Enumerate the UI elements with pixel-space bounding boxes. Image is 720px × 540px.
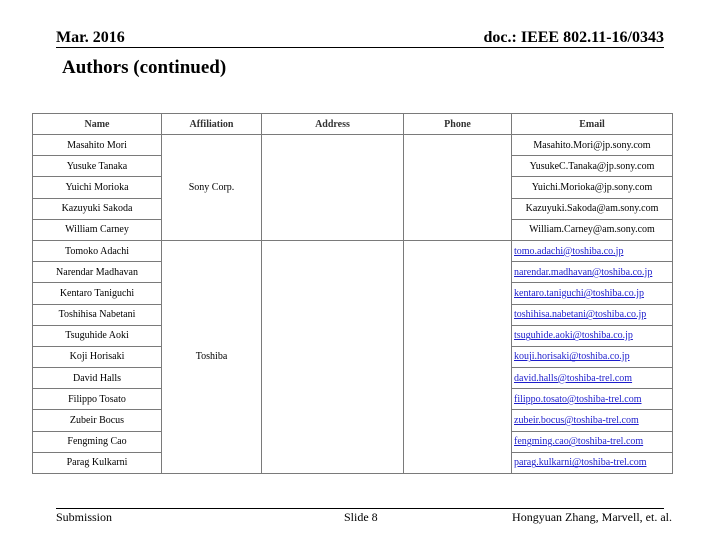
email-address[interactable]: tomo.adachi@toshiba.co.jp <box>514 245 624 257</box>
table-header-row <box>33 114 673 135</box>
email-address[interactable]: filippo.tosato@toshiba-trel.com <box>514 393 642 405</box>
table-body <box>33 135 673 474</box>
email-address: Kazuyuki.Sakoda@am.sony.com <box>525 203 659 215</box>
cell-email <box>512 135 673 156</box>
cell-email <box>512 368 673 389</box>
cell-email <box>512 431 673 452</box>
cell-email <box>512 346 673 367</box>
cell-email <box>512 283 673 304</box>
cell-email <box>512 156 673 177</box>
email-address[interactable]: parag.kulkarni@toshiba-trel.com <box>514 457 647 469</box>
column-header-phone: Phone <box>404 114 512 135</box>
footer-rule <box>56 508 664 509</box>
cell-name: Masahito Mori <box>33 135 162 156</box>
cell-email <box>512 219 673 240</box>
footer-slide-number: Slide 8 <box>344 510 378 524</box>
cell-name: Tsuguhide Aoki <box>33 325 162 346</box>
email-address: Yuichi.Morioka@jp.sony.com <box>531 181 653 193</box>
cell-name: Kazuyuki Sakoda <box>33 198 162 219</box>
cell-email <box>512 198 673 219</box>
cell-address <box>262 135 404 241</box>
cell-email <box>512 389 673 410</box>
cell-name: Kentaro Taniguchi <box>33 283 162 304</box>
slide-title: Authors (continued) <box>62 57 227 78</box>
cell-name: Tomoko Adachi <box>33 240 162 261</box>
cell-email <box>512 325 673 346</box>
cell-name: Toshihisa Nabetani <box>33 304 162 325</box>
cell-phone <box>404 135 512 241</box>
column-header-email: Email <box>512 114 673 135</box>
cell-name: Yusuke Tanaka <box>33 156 162 177</box>
authors-table <box>32 113 673 474</box>
email-address[interactable]: zubeir.bocus@toshiba-trel.com <box>514 415 639 427</box>
cell-email <box>512 452 673 473</box>
column-header-affiliation: Affiliation <box>162 114 262 135</box>
header-doc-id: doc.: IEEE 802.11-16/0343 <box>483 29 664 46</box>
footer-authors: Hongyuan Zhang, Marvell, et. al. <box>512 510 672 524</box>
cell-email <box>512 240 673 261</box>
email-address[interactable]: kentaro.taniguchi@toshiba.co.jp <box>514 287 645 299</box>
column-header-name: Name <box>33 114 162 135</box>
cell-phone <box>404 240 512 473</box>
email-address: William.Carney@am.sony.com <box>529 224 655 236</box>
cell-name: Zubeir Bocus <box>33 410 162 431</box>
email-address[interactable]: tsuguhide.aoki@toshiba.co.jp <box>514 330 633 342</box>
cell-name: Koji Horisaki <box>33 346 162 367</box>
cell-address <box>262 240 404 473</box>
cell-affiliation: Toshiba <box>162 240 262 473</box>
email-address: YusukeC.Tanaka@jp.sony.com <box>529 160 655 172</box>
header-date: Mar. 2016 <box>56 29 125 46</box>
cell-name: Narendar Madhavan <box>33 262 162 283</box>
column-header-address: Address <box>262 114 404 135</box>
footer-submission: Submission <box>56 510 113 524</box>
cell-name: Parag Kulkarni <box>33 452 162 473</box>
email-address[interactable]: kouji.horisaki@toshiba.co.jp <box>514 351 630 363</box>
cell-name: Filippo Tosato <box>33 389 162 410</box>
table-row <box>33 240 673 261</box>
cell-name: Fengming Cao <box>33 431 162 452</box>
email-address: Masahito.Mori@jp.sony.com <box>533 139 651 151</box>
email-address[interactable]: narendar.madhavan@toshiba.co.jp <box>514 266 653 278</box>
cell-email <box>512 304 673 325</box>
cell-name: Yuichi Morioka <box>33 177 162 198</box>
cell-email <box>512 262 673 283</box>
cell-name: William Carney <box>33 219 162 240</box>
header-rule <box>56 47 664 48</box>
email-address[interactable]: toshihisa.nabetani@toshiba.co.jp <box>514 309 647 321</box>
cell-email <box>512 410 673 431</box>
email-address[interactable]: fengming.cao@toshiba-trel.com <box>514 436 644 448</box>
email-address[interactable]: david.halls@toshiba-trel.com <box>514 372 633 384</box>
cell-email <box>512 177 673 198</box>
cell-name: David Halls <box>33 368 162 389</box>
table-row <box>33 135 673 156</box>
cell-affiliation: Sony Corp. <box>162 135 262 241</box>
